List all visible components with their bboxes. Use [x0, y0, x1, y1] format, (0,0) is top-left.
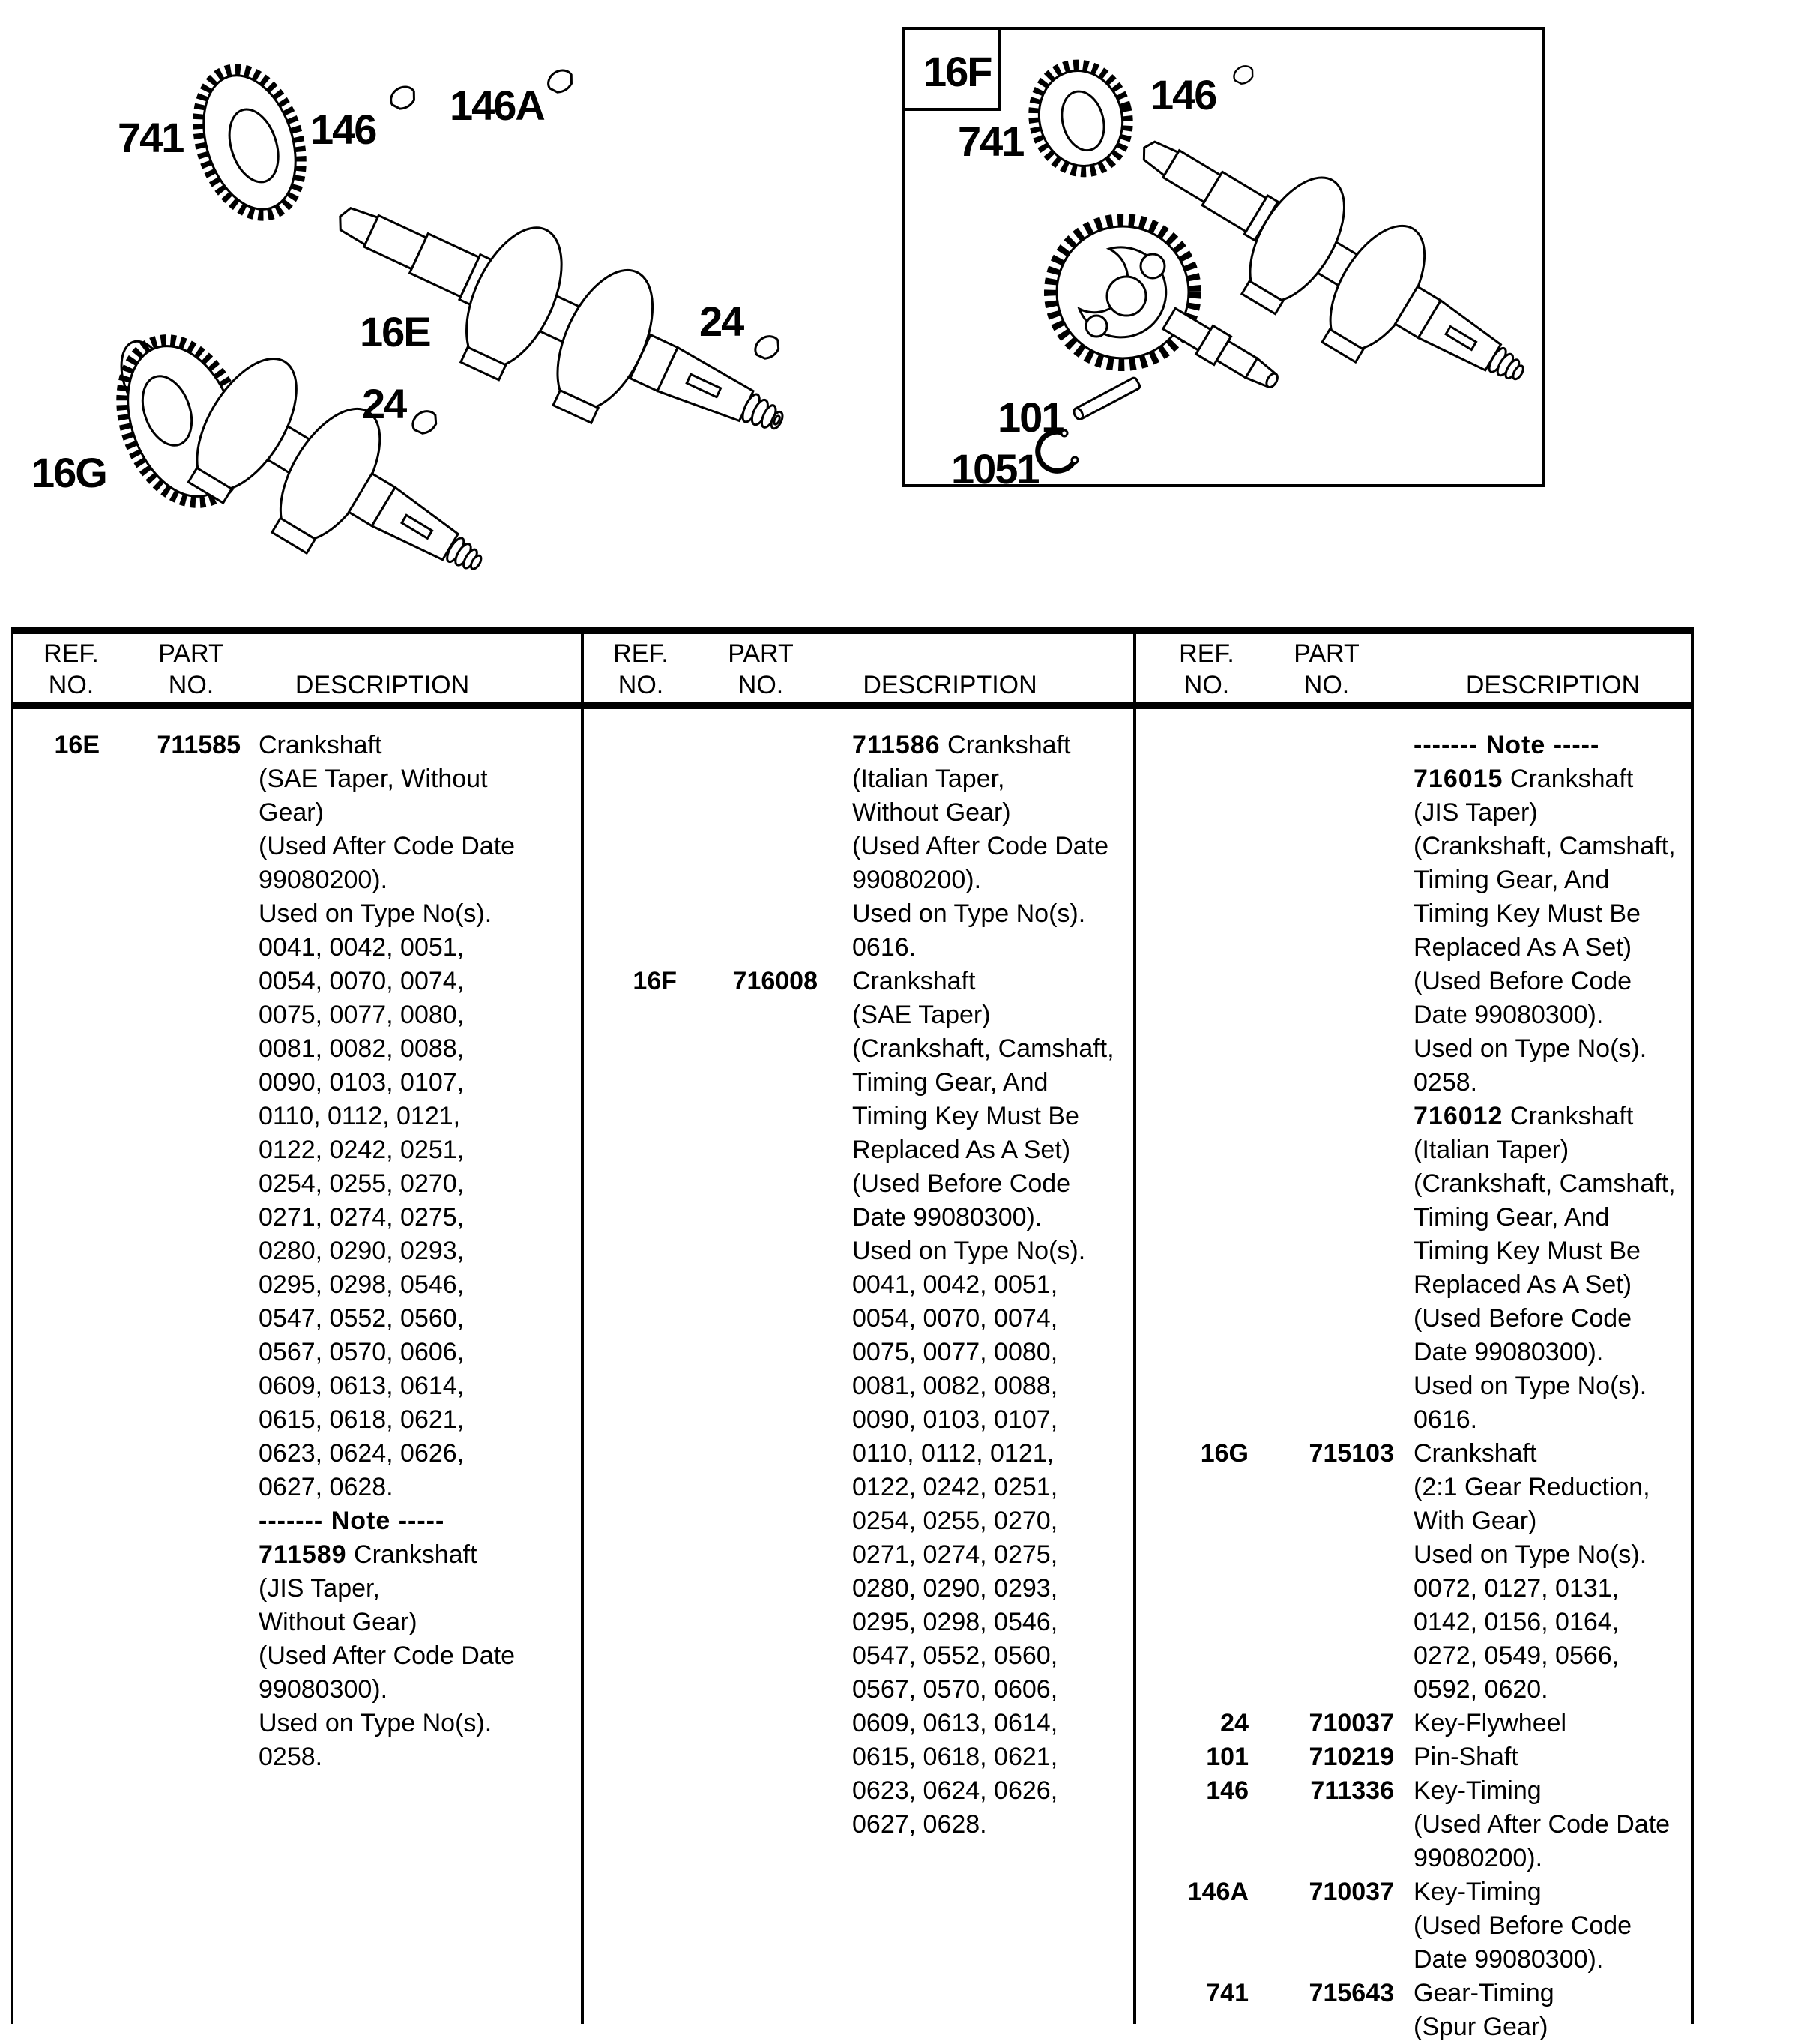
table-row	[11, 1100, 581, 1133]
table-row	[581, 998, 1133, 1032]
header-desc-col1: DESCRIPTION	[295, 671, 470, 699]
description-line: Used on Type No(s).	[1414, 1372, 1647, 1400]
description-line: 0075, 0077, 0080,	[852, 1338, 1058, 1366]
table-row	[1133, 1943, 1694, 1977]
description-line: 0271, 0274, 0275,	[852, 1540, 1058, 1569]
description-line: Crankshaft	[259, 731, 382, 759]
table-row	[1133, 1774, 1694, 1808]
description-line: 0627, 0628.	[259, 1473, 393, 1501]
table-row	[1133, 1977, 1694, 2010]
description-line: 0041, 0042, 0051,	[852, 1270, 1058, 1299]
description-line: 99080200).	[852, 866, 982, 894]
description-line: (SAE Taper)	[852, 1001, 991, 1029]
timing-key-146-right-drawing	[1231, 63, 1257, 88]
description-line: 0258.	[1414, 1068, 1478, 1097]
table-row	[1133, 1167, 1694, 1201]
header-desc-col2: DESCRIPTION	[863, 671, 1037, 699]
ref-no: 16G	[1200, 1439, 1249, 1468]
table-row	[1133, 1234, 1694, 1268]
inline-part-no: 711589	[259, 1540, 347, 1569]
header-ref-col3: REF. NO.	[1179, 639, 1234, 699]
table-row	[1133, 1403, 1694, 1437]
label-146-left: 146	[310, 106, 376, 153]
table-row	[1133, 830, 1694, 863]
part-no: 715643	[1309, 1979, 1394, 2007]
timing-key-146-drawing	[387, 82, 419, 113]
table-row	[11, 965, 581, 998]
table-row	[1133, 1842, 1694, 1875]
table-row	[1133, 1302, 1694, 1336]
description-line: 0122, 0242, 0251,	[259, 1136, 465, 1164]
description-line: 0615, 0618, 0621,	[259, 1405, 465, 1434]
description-line: 99080300).	[259, 1675, 388, 1704]
table-row	[581, 1167, 1133, 1201]
description-line: Without Gear)	[852, 798, 1011, 827]
table-row	[1133, 1808, 1694, 1842]
label-16f: 16F	[923, 48, 992, 95]
table-row	[1133, 1100, 1694, 1133]
table-row	[11, 1302, 581, 1336]
table-row	[11, 729, 581, 762]
description-line: 99080200).	[1414, 1844, 1543, 1872]
table-row	[11, 1403, 581, 1437]
description-line: 0567, 0570, 0606,	[852, 1675, 1058, 1704]
description-line: 0623, 0624, 0626,	[259, 1439, 465, 1468]
ref-no: 146	[1206, 1776, 1249, 1805]
label-741-left: 741	[118, 114, 184, 161]
description-line: 0254, 0255, 0270,	[259, 1169, 465, 1198]
description-line: (Used Before Code	[1414, 1911, 1632, 1940]
description-line: Used on Type No(s).	[852, 1237, 1086, 1265]
label-16e: 16E	[360, 308, 430, 355]
label-16g: 16G	[31, 449, 106, 496]
part-no: 711336	[1310, 1776, 1394, 1805]
description-line: (Used After Code Date	[259, 832, 516, 860]
description-line: (Used After Code Date	[259, 1641, 516, 1670]
description-line: 0280, 0290, 0293,	[852, 1574, 1058, 1603]
description-line: (JIS Taper,	[259, 1574, 380, 1603]
table-row	[11, 1032, 581, 1066]
table-row	[11, 1740, 581, 1774]
header-desc-col3: DESCRIPTION	[1465, 671, 1641, 699]
table-row	[1133, 1268, 1694, 1302]
header-ref-col2: REF. NO.	[613, 639, 669, 699]
description-line: Timing Key Must Be	[852, 1102, 1079, 1130]
ref-no: 24	[1220, 1709, 1249, 1737]
description-line: Without Gear)	[259, 1608, 417, 1636]
description-line: Replaced As A Set)	[1414, 933, 1632, 962]
table-row	[11, 897, 581, 931]
label-24-16g: 24	[362, 380, 406, 427]
ref-no: 146A	[1187, 1878, 1249, 1906]
table-row	[1133, 1066, 1694, 1100]
table-row	[1133, 1572, 1694, 1606]
description-line: 0142, 0156, 0164,	[1414, 1608, 1620, 1636]
description-line: 0616.	[1414, 1405, 1478, 1434]
ref-no: 16F	[633, 967, 677, 995]
description-line: Timing Gear, And	[852, 1068, 1049, 1097]
table-row	[581, 1504, 1133, 1538]
table-row	[1133, 1201, 1694, 1234]
table-row	[581, 1403, 1133, 1437]
description-line: 0272, 0549, 0566,	[1414, 1641, 1620, 1670]
table-row	[1133, 1909, 1694, 1943]
flywheel-key-24-16g-drawing	[408, 406, 441, 438]
description-line: Crankshaft	[1414, 1439, 1537, 1468]
table-row	[1133, 863, 1694, 897]
table-header-separator	[11, 702, 1694, 709]
table-row	[1133, 1133, 1694, 1167]
description-line: 0075, 0077, 0080,	[259, 1001, 465, 1029]
table-row	[11, 1133, 581, 1167]
table-row	[11, 796, 581, 830]
pin-shaft-101-drawing	[1073, 377, 1141, 421]
description-line: 0090, 0103, 0107,	[852, 1405, 1058, 1434]
table-row	[11, 1606, 581, 1639]
camshaft-gear-drawing	[1050, 220, 1195, 365]
table-row	[581, 1268, 1133, 1302]
table-row	[581, 1538, 1133, 1572]
table-row	[11, 931, 581, 965]
inline-part-no: 716012	[1414, 1102, 1503, 1130]
description-line: Used on Type No(s).	[1414, 1034, 1647, 1063]
table-column-3	[1133, 729, 1694, 2044]
table-row	[11, 1471, 581, 1504]
description-line: (SAE Taper, Without	[259, 765, 488, 793]
table-row	[1133, 1336, 1694, 1369]
description-line: Timing Gear, And	[1414, 1203, 1610, 1231]
table-row	[581, 1369, 1133, 1403]
table-row	[11, 1066, 581, 1100]
ref-no: 16E	[54, 731, 100, 759]
table-row	[11, 863, 581, 897]
table-row	[1133, 1673, 1694, 1707]
table-row	[581, 1707, 1133, 1740]
description-line: Key-Timing	[1414, 1878, 1542, 1906]
description-line: 0110, 0112, 0121,	[259, 1102, 461, 1130]
description-line: 0615, 0618, 0621,	[852, 1743, 1058, 1771]
description-line: Timing Gear, And	[1414, 866, 1610, 894]
table-row	[581, 1774, 1133, 1808]
description-line: 99080200).	[259, 866, 388, 894]
table-row	[11, 1538, 581, 1572]
description-line: 716012 Crankshaft	[1414, 1102, 1634, 1130]
description-line: (Used After Code Date	[852, 832, 1109, 860]
table-row	[581, 1234, 1133, 1268]
description-line: Key-Timing	[1414, 1776, 1542, 1805]
table-row	[1133, 1437, 1694, 1471]
ref-no: 741	[1206, 1979, 1249, 2007]
table-row	[581, 1639, 1133, 1673]
table-row	[581, 1336, 1133, 1369]
table-row	[581, 1100, 1133, 1133]
table-row	[11, 1234, 581, 1268]
table-row	[1133, 1707, 1694, 1740]
label-1051: 1051	[951, 445, 1039, 492]
table-row	[11, 762, 581, 796]
table-row	[1133, 897, 1694, 931]
description-line: (Crankshaft, Camshaft,	[1414, 1169, 1676, 1198]
description-line: (JIS Taper)	[1414, 798, 1538, 827]
table-row	[1133, 1538, 1694, 1572]
table-row	[11, 1572, 581, 1606]
description-line: Date 99080300).	[852, 1203, 1043, 1231]
part-no: 711585	[157, 731, 241, 759]
description-line: Used on Type No(s).	[1414, 1540, 1647, 1569]
label-101: 101	[998, 394, 1064, 441]
part-no: 710037	[1309, 1878, 1394, 1906]
table-row	[1133, 1032, 1694, 1066]
table-row	[1133, 1471, 1694, 1504]
description-line: Replaced As A Set)	[852, 1136, 1071, 1164]
description-line: (Italian Taper)	[1414, 1136, 1569, 1164]
header-part-col3: PART NO.	[1294, 639, 1360, 699]
table-row	[1133, 796, 1694, 830]
table-row	[1133, 1504, 1694, 1538]
timing-gear-741-drawing	[181, 56, 319, 229]
description-line: Date 99080300).	[1414, 1338, 1604, 1366]
description-line: 0547, 0552, 0560,	[852, 1641, 1058, 1670]
table-row	[1133, 931, 1694, 965]
description-line: 0081, 0082, 0088,	[852, 1372, 1058, 1400]
description-line: (Spur Gear)	[1414, 2013, 1548, 2041]
description-line: Date 99080300).	[1414, 1001, 1604, 1029]
description-line: ------- Note -----	[1414, 731, 1600, 759]
description-line: 0090, 0103, 0107,	[259, 1068, 465, 1097]
table-row	[1133, 762, 1694, 796]
description-line: 0072, 0127, 0131,	[1414, 1574, 1620, 1603]
description-line: Replaced As A Set)	[1414, 1270, 1632, 1299]
header-part-col2: PART NO.	[728, 639, 794, 699]
table-row	[581, 1673, 1133, 1707]
description-line: Date 99080300).	[1414, 1945, 1604, 1974]
table-row	[1133, 1639, 1694, 1673]
table-row	[581, 830, 1133, 863]
table-row	[581, 1032, 1133, 1066]
table-row	[581, 1572, 1133, 1606]
description-line: 0110, 0112, 0121,	[852, 1439, 1055, 1468]
description-line: 0547, 0552, 0560,	[259, 1304, 465, 1333]
description-line: (Used Before Code	[1414, 967, 1632, 995]
table-row	[581, 1201, 1133, 1234]
label-146-right: 146	[1150, 71, 1216, 118]
table-row	[581, 1437, 1133, 1471]
description-line: 0054, 0070, 0074,	[852, 1304, 1058, 1333]
description-line: Key-Flywheel	[1414, 1709, 1567, 1737]
table-row	[581, 762, 1133, 796]
table-row	[581, 931, 1133, 965]
table-top-border	[11, 627, 1694, 634]
label-741-right: 741	[958, 118, 1024, 165]
flywheel-key-24-16e-drawing	[751, 331, 783, 363]
description-line: 0280, 0290, 0293,	[259, 1237, 465, 1265]
table-row	[581, 1471, 1133, 1504]
description-line: 0295, 0298, 0546,	[259, 1270, 465, 1299]
table-row	[1133, 998, 1694, 1032]
table-row	[1133, 1606, 1694, 1639]
description-line: 0627, 0628.	[852, 1810, 987, 1839]
label-146a-left: 146A	[450, 82, 544, 129]
description-line: 0609, 0613, 0614,	[852, 1709, 1058, 1737]
table-row	[581, 965, 1133, 998]
timing-gear-741-right-drawing	[1022, 54, 1139, 182]
table-row	[11, 1707, 581, 1740]
description-line: Used on Type No(s).	[259, 899, 492, 928]
description-line: Gear)	[259, 798, 324, 827]
ref-no: 101	[1206, 1743, 1249, 1771]
part-no: 716008	[732, 967, 818, 995]
table-row	[581, 1606, 1133, 1639]
description-line: (2:1 Gear Reduction,	[1414, 1473, 1650, 1501]
inline-part-no: 711586	[852, 731, 941, 759]
description-line: 0623, 0624, 0626,	[852, 1776, 1058, 1805]
table-row	[1133, 1740, 1694, 1774]
table-row	[11, 1336, 581, 1369]
description-line: 0592, 0620.	[1414, 1675, 1548, 1704]
description-line: Gear-Timing	[1414, 1979, 1554, 2007]
table-row	[1133, 965, 1694, 998]
description-line: Pin-Shaft	[1414, 1743, 1518, 1771]
table-row	[11, 1167, 581, 1201]
timing-key-146a-drawing	[544, 66, 576, 97]
table-row	[1133, 2010, 1694, 2044]
table-row	[11, 1639, 581, 1673]
description-line: Used on Type No(s).	[259, 1709, 492, 1737]
table-row	[11, 1504, 581, 1538]
table-row	[581, 796, 1133, 830]
table-row	[11, 1201, 581, 1234]
table-column-2	[581, 729, 1133, 1842]
table-row	[581, 1302, 1133, 1336]
table-row	[581, 1740, 1133, 1774]
part-no: 715103	[1309, 1439, 1394, 1468]
table-row	[1133, 729, 1694, 762]
description-line: 0041, 0042, 0051,	[259, 933, 465, 962]
description-line: 0567, 0570, 0606,	[259, 1338, 465, 1366]
table-row	[581, 1133, 1133, 1167]
description-line: Used on Type No(s).	[852, 899, 1086, 928]
description-line: 0295, 0298, 0546,	[852, 1608, 1058, 1636]
table-row	[1133, 1369, 1694, 1403]
exploded-view-illustration	[0, 0, 1810, 637]
description-line: (Crankshaft, Camshaft,	[852, 1034, 1114, 1063]
description-line: 0254, 0255, 0270,	[852, 1507, 1058, 1535]
description-line: With Gear)	[1414, 1507, 1537, 1535]
table-row	[11, 998, 581, 1032]
description-line: (Crankshaft, Camshaft,	[1414, 832, 1676, 860]
label-24-16e: 24	[699, 298, 743, 345]
table-column-1	[11, 729, 581, 1774]
table-row	[581, 729, 1133, 762]
table-row	[11, 1437, 581, 1471]
description-line: 0081, 0082, 0088,	[259, 1034, 465, 1063]
table-row	[581, 1066, 1133, 1100]
description-line: (Used Before Code	[852, 1169, 1071, 1198]
description-line: 711586 Crankshaft	[852, 731, 1071, 759]
description-line: (Used After Code Date	[1414, 1810, 1671, 1839]
table-row	[11, 1268, 581, 1302]
description-line: (Used Before Code	[1414, 1304, 1632, 1333]
header-ref-col1: REF. NO.	[43, 639, 99, 699]
table-row	[11, 1673, 581, 1707]
header-part-col1: PART NO.	[158, 639, 224, 699]
part-no: 710219	[1309, 1743, 1394, 1771]
crankshaft-16g-drawing	[174, 343, 517, 633]
table-row	[11, 1369, 581, 1403]
part-no: 710037	[1309, 1709, 1394, 1737]
table-row	[581, 897, 1133, 931]
table-row	[1133, 1875, 1694, 1909]
description-line: 711589 Crankshaft	[259, 1540, 477, 1569]
description-line: ------- Note -----	[259, 1507, 445, 1535]
camshaft-shaft-drawing	[1161, 304, 1285, 397]
description-line: (Italian Taper,	[852, 765, 1005, 793]
description-line: 0258.	[259, 1743, 323, 1771]
description-line: Timing Key Must Be	[1414, 1237, 1641, 1265]
description-line: 0271, 0274, 0275,	[259, 1203, 465, 1231]
inline-part-no: 716015	[1414, 765, 1503, 793]
table-row	[11, 830, 581, 863]
description-line: 716015 Crankshaft	[1414, 765, 1634, 793]
description-line: 0122, 0242, 0251,	[852, 1473, 1058, 1501]
description-line: Timing Key Must Be	[1414, 899, 1641, 928]
description-line: 0609, 0613, 0614,	[259, 1372, 465, 1400]
description-line: 0616.	[852, 933, 917, 962]
description-line: 0054, 0070, 0074,	[259, 967, 465, 995]
table-row	[581, 863, 1133, 897]
description-line: Crankshaft	[852, 967, 976, 995]
table-row	[581, 1808, 1133, 1842]
